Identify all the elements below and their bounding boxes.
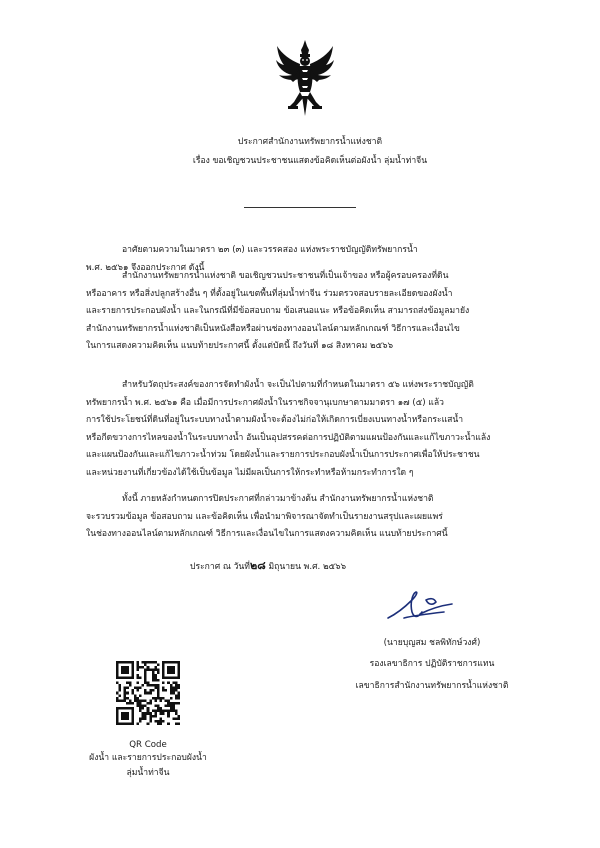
date-prefix: ประกาศ ณ วันที่ [190, 562, 250, 572]
paragraph-line: สำหรับวัตถุประสงค์ของการจัดทำผังน้ำ จะเป็นไปตามที่กำหนดในมาตรา ๕๖ แห่งพระราชบัญญัติ [122, 380, 474, 390]
garuda-emblem-icon [276, 40, 334, 116]
announcement-date [190, 556, 346, 574]
qr-code-icon[interactable] [116, 661, 180, 725]
paragraph-line: การใช้ประโยชน์ที่ดินที่อยู่ในระบบทางน้ำตามผังน้ำจะต้องไม่ก่อให้เกิดการเบี่ยงเบนทางน้ำหรือกระแสน้ำ [86, 415, 464, 425]
paragraph-line: ทรัพยากรน้ำ พ.ศ. ๒๕๖๑ คือ เมื่อมีการประกาศผังน้ำในราชกิจจานุเบกษาตามมาตรา ๑๗ (๕) แล้ว [86, 397, 444, 408]
paragraph-line: ทั้งนี้ ภายหลังกำหนดการปิดประกาศที่กล่าวมาข้างต้น สำนักงานทรัพยากรน้ำแห่งชาติ [122, 494, 434, 504]
date-month-year: มิถุนายน พ.ศ. ๒๕๖๖ [268, 562, 347, 572]
paragraph-followup [86, 491, 574, 544]
paragraph-line: หรือกีดขวางการไหลของน้ำในระบบทางน้ำ อันเป็นอุปสรรคต่อการปฏิบัติตามแผนป้องกันและแก้ไขภาวะน้ำแล้ง [86, 432, 491, 443]
paragraph-invitation [86, 268, 574, 356]
paragraph-line: ในช่องทางออนไลน์ตามหลักเกณฑ์ วิธีการและเงื่อนไขในการแสดงความคิดเห็น แนบท้ายประกาศนี้ [86, 529, 448, 539]
paragraph-line: สำนักงานทรัพยากรน้ำแห่งชาติเป็นหนังสือหรือผ่านช่องทางออนไลน์ตามหลักเกณฑ์ วิธีการและเงื่อนไข [86, 323, 460, 334]
qr-caption-line-2: ลุ่มน้ำท่าจีน [126, 768, 170, 778]
paragraph-line: และแผนป้องกันและแก้ไขภาวะน้ำท่วม โดยผังน้ำและรายการประกอบผังน้ำเป็นการประกาศเพื่อให้ประชาชน [86, 450, 480, 460]
paragraph-line: จะรวบรวมข้อมูล ข้อสอบถาม และข้อคิดเห็น เพื่อนำมาพิจารณาจัดทำเป็นรายงานสรุปและเผยแพร่ [86, 511, 443, 522]
paragraph-line: หรืออาคาร หรือสิ่งปลูกสร้างอื่น ๆ ที่ตั้งอยู่ในเขตพื้นที่ลุ่มน้ำท่าจีน ร่วมตรวจสอบรายละเอียดของผังน้ำ [86, 288, 453, 299]
qr-caption-line-1: ผังน้ำ และรายการประกอบผังน้ำ [89, 753, 207, 763]
signatory-title-1: รองเลขาธิการ ปฏิบัติราชการแทน [369, 659, 495, 669]
date-day: ๒๘ [249, 559, 266, 572]
signatory-title-2: เลขาธิการสำนักงานทรัพยากรน้ำแห่งชาติ [355, 681, 509, 691]
paragraph-line: และรายการประกอบผังน้ำ และในกรณีที่มีข้อสอบถาม ข้อเสนอแนะ หรือข้อคิดเห็น สามารถส่งข้อมูลมายัง [86, 306, 470, 316]
paragraph-objectives [86, 377, 574, 482]
paragraph-line: สำนักงานทรัพยากรน้ำแห่งชาติ ขอเชิญชวนประชาชนที่เป็นเจ้าของ หรือผู้ครอบครองที่ดิน [122, 271, 449, 281]
paragraph-line: และหน่วยงานที่เกี่ยวข้องได้ใช้เป็นข้อมูล ไม่มีผลเป็นการให้กระทำหรือห้ามกระทำการใด ๆ [86, 467, 414, 478]
handwritten-signature-icon [382, 588, 458, 626]
announcement-subject: เรื่อง ขอเชิญชวนประชาชนแสดงข้อคิดเห็นต่อผังน้ำ ลุ่มน้ำท่าจีน [192, 156, 428, 166]
paragraph-line: ในการแสดงความคิดเห็น แนบท้ายประกาศนี้ ตั้งแต่บัดนี้ ถึงวันที่ ๑๘ สิงหาคม ๒๕๖๖ [86, 341, 394, 351]
signatory-name: (นายบุญสม ชลพิทักษ์วงศ์) [383, 638, 481, 648]
paragraph-line: พ.ศ. ๒๕๖๑ จึงออกประกาศ ดังนี้ [86, 262, 205, 273]
header-divider [244, 207, 356, 208]
announcement-issuer: ประกาศสำนักงานทรัพยากรน้ำแห่งชาติ [237, 137, 383, 147]
paragraph-line: อาศัยตามความในมาตรา ๒๓ (๓) และวรรคสอง แห่งพระราชบัญญัติทรัพยากรน้ำ [122, 245, 418, 255]
qr-caption-title: QR Code [129, 740, 167, 750]
